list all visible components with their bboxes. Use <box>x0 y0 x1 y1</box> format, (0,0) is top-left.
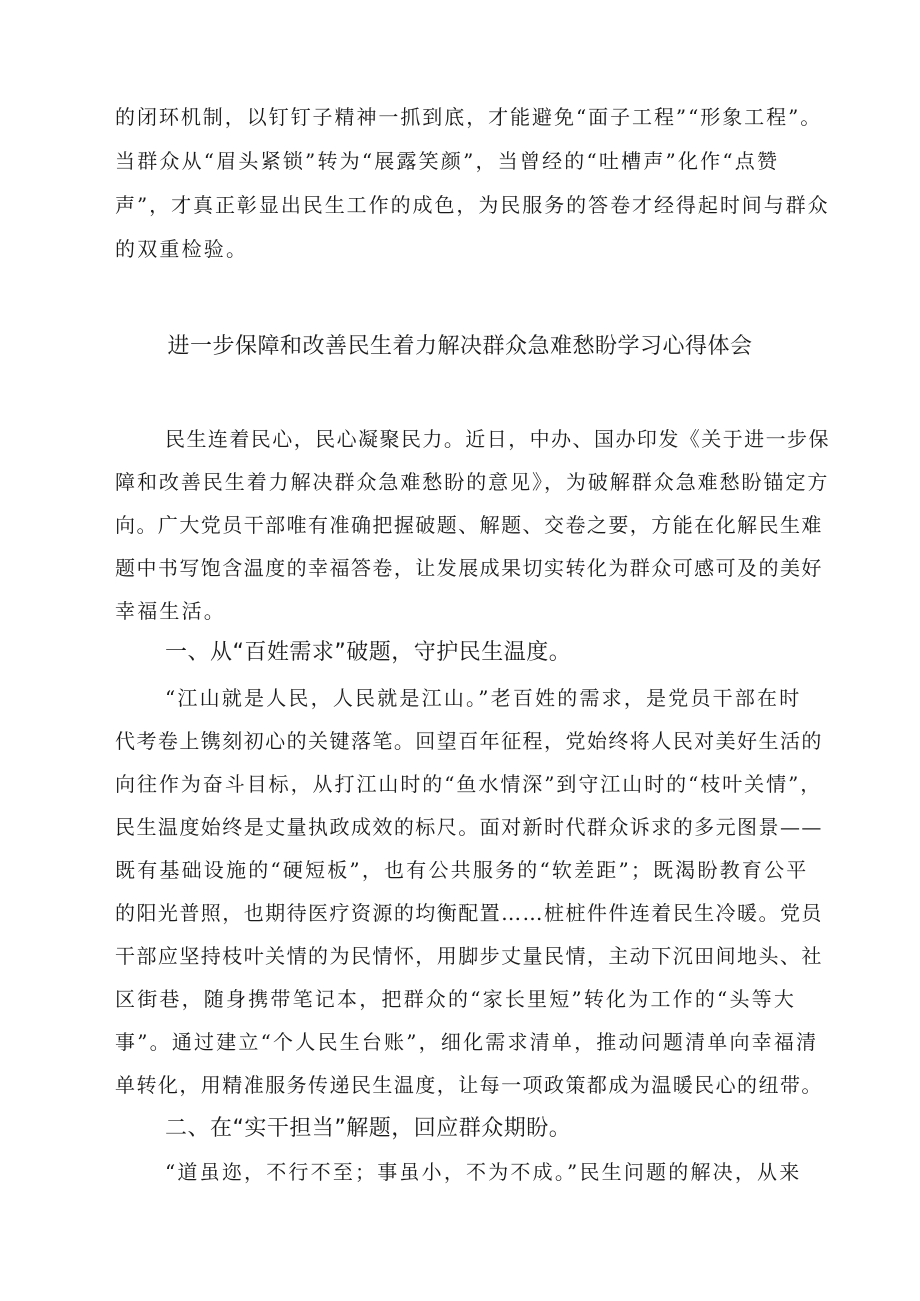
text-line: 单转化，用精准服务传递民生温度，让每一项政策都成为温暖民心的纽带。 <box>115 1073 823 1097</box>
text-line: 民生温度始终是丈量执政成效的标尺。面对新时代群众诉求的多元图景—— <box>115 815 823 839</box>
text-line: 向往作为奋斗目标，从打江山时的“鱼水情深”到守江山时的“枝叶关情”， <box>115 772 823 796</box>
text-line: 当群众从“眉头紧锁”转为“展露笑颜”，当曾经的“吐槽声”化作“点赞 <box>115 149 780 173</box>
text-line: 的阳光普照，也期待医疗资源的均衡配置……桩桩件件连着民生冷暖。党员 <box>115 901 823 925</box>
text-line: 事”。通过建立“个人民生台账”，细化需求清单，推动问题清单向幸福清 <box>115 1030 819 1054</box>
text-line: 民生连着民心，民心凝聚民力。近日，中办、国办印发《关于进一步保 <box>165 427 830 451</box>
text-line: 题中书写饱含温度的幸福答卷，让发展成果切实转化为群众可感可及的美好 <box>115 556 823 580</box>
text-line: 既有基础设施的“硬短板”，也有公共服务的“软差距”；既渴盼教育公平 <box>115 858 809 882</box>
text-line: “江山就是人民，人民就是江山。”老百姓的需求，是党员干部在时 <box>165 686 802 710</box>
text-line: 声”，才真正彰显出民生工作的成色，为民服务的答卷才经得起时间与群众 <box>115 193 830 217</box>
section-heading: 一、从“百姓需求”破题，守护民生温度。 <box>165 640 572 665</box>
text-line: “道虽迩，不行不至；事虽小，不为不成。”民生问题的解决，从来 <box>165 1160 802 1184</box>
text-line: 向。广大党员干部唯有准确把握破题、解题、交卷之要，方能在化解民生难 <box>115 513 823 537</box>
article-title: 进一步保障和改善民生着力解决群众急难愁盼学习心得体会 <box>167 334 753 359</box>
text-line: 障和改善民生着力解决群众急难愁盼的意见》，为破解群众急难愁盼锚定方 <box>115 470 830 494</box>
text-line: 干部应坚持枝叶关情的为民情怀，用脚步丈量民情，主动下沉田间地头、社 <box>115 944 823 968</box>
text-line: 的双重检验。 <box>115 237 249 261</box>
text-line: 区街巷，随身携带笔记本，把群众的“家长里短”转化为工作的“头等大 <box>115 987 797 1011</box>
section-heading: 二、在“实干担当”解题，回应群众期盼。 <box>165 1116 572 1141</box>
text-line: 幸福生活。 <box>115 599 226 623</box>
text-line: 的闭环机制，以钉钉子精神一抓到底，才能避免“面子工程”“形象工程”。 <box>115 105 823 129</box>
text-line: 代考卷上镌刻初心的关键落笔。回望百年征程，党始终将人民对美好生活的 <box>115 729 823 753</box>
